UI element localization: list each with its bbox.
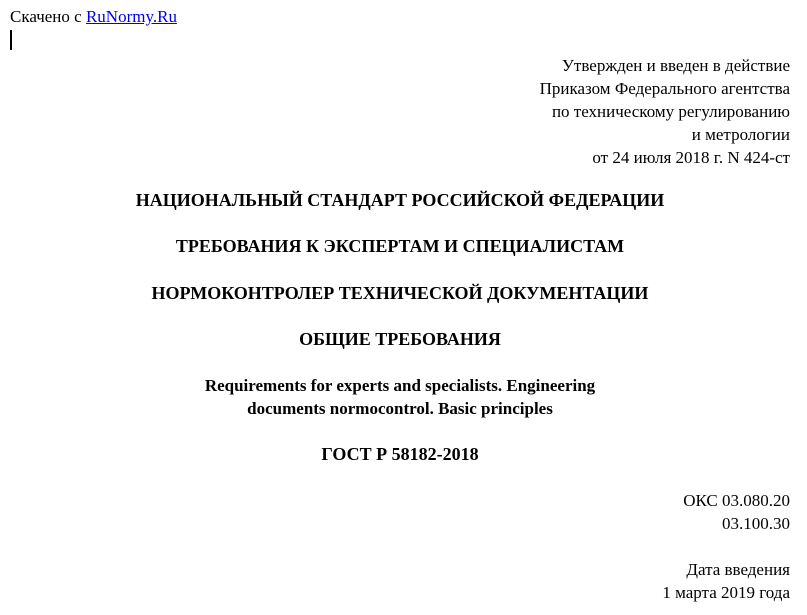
oks-code: 03.100.30 [722, 514, 790, 533]
approval-line: и метрологии [691, 125, 790, 144]
gost-number: ГОСТ Р 58182-2018 [321, 444, 479, 464]
requirements-title: ТРЕБОВАНИЯ К ЭКСПЕРТАМ И СПЕЦИАЛИСТАМ [175, 236, 625, 256]
source-link[interactable]: RuNormy.Ru [85, 7, 177, 26]
approval-block [540, 54, 790, 169]
introduction-date: 1 марта 2019 года [662, 583, 790, 602]
general-requirements-title: ОБЩИЕ ТРЕБОВАНИЯ [299, 329, 501, 349]
national-standard-title: НАЦИОНАЛЬНЫЙ СТАНДАРТ РОССИЙСКОЙ ФЕДЕРАЦИИ [135, 190, 665, 210]
introduction-date-block [662, 558, 790, 604]
introduction-label: Дата введения [686, 560, 790, 579]
oks-code: ОКС 03.080.20 [683, 491, 790, 510]
approval-line: от 24 июля 2018 г. N 424-ст [592, 148, 790, 167]
normcontroller-title: НОРМОКОНТРОЛЕР ТЕХНИЧЕСКОЙ ДОКУМЕНТАЦИИ [151, 283, 649, 303]
english-title-line: Requirements for experts and specialists. Engineering [204, 376, 596, 395]
english-title [0, 374, 800, 420]
oks-codes [683, 489, 790, 535]
source-line [10, 7, 177, 27]
english-title-line: documents normocontrol. Basic principles [247, 399, 553, 418]
source-prefix: Скачено с [10, 7, 82, 26]
approval-line: Приказом Федерального агентства [539, 79, 790, 98]
approval-line: Утвержден и введен в действие [561, 56, 790, 75]
text-cursor [10, 30, 12, 50]
approval-line: по техническому регулированию [551, 102, 790, 121]
